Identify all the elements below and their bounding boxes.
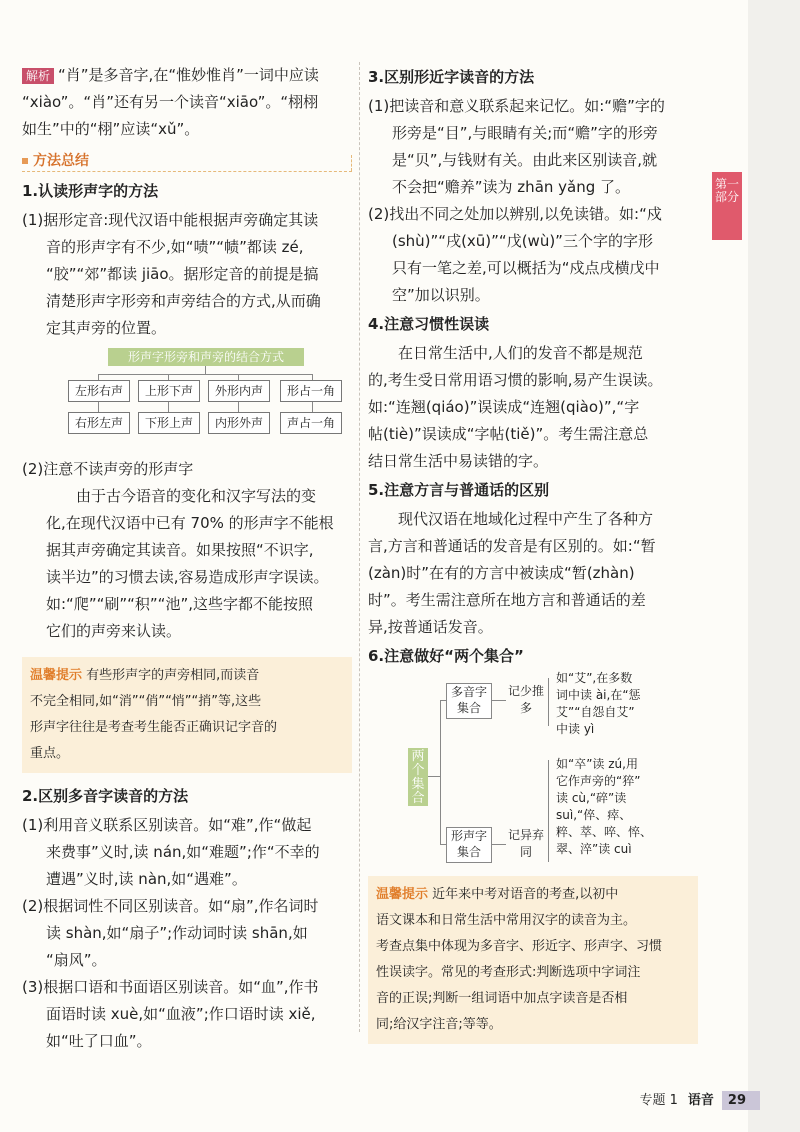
p5-line-2: 的,考生受日常用语习惯的影响,易产生误读。 <box>368 371 663 389</box>
footer-section: 专题 1 <box>639 1093 678 1108</box>
diagram-connector <box>238 402 239 412</box>
heading-1: 1.认读形声字的方法 <box>22 182 159 200</box>
heading-4: 4.注意习惯性误读 <box>368 315 490 333</box>
p5-line-1: 在日常生活中,人们的发音不都是规范 <box>398 344 643 362</box>
bullet-icon <box>22 158 28 164</box>
analysis-line-2: “xiào”。“肖”还有另一个读音“xiāo”。“栩栩 <box>22 93 319 111</box>
p4-line-6: (shù)”“戌(xū)”“戊(wù)”三个字的字形 <box>392 232 653 250</box>
tip-label: 温馨提示 <box>376 887 429 902</box>
diagram-title: 形声字形旁和声旁的结合方式 <box>108 348 304 366</box>
p1-line-2: 音的形声字有不少,如“啧”“帻”都读 zé, <box>46 238 304 256</box>
tip-box-2 <box>368 876 698 1044</box>
p3-line-4: (2)根据词性不同区别读音。如“扇”,作名词时 <box>22 897 319 915</box>
footer-topic: 语音 <box>687 1093 714 1108</box>
polyphone-set-box: 多音字集合 <box>446 683 492 719</box>
p3-line-8: 面语时读 xuè,如“血液”;作口语时读 xiě, <box>46 1005 316 1023</box>
p4-line-7: 只有一笔之差,可以概括为“戍点戌横戊中 <box>392 259 660 277</box>
analysis-text: “肖”是多音字,在“惟妙惟肖”一词中应读 <box>58 66 319 84</box>
phonogram-set-box: 形声字集合 <box>446 827 492 863</box>
tip2-line-3: 考查点集中体现为多音字、形近字、形声字、习惯 <box>376 939 663 954</box>
tip2-line-2: 语文课本和日常生活中常用汉字的读音为主。 <box>376 913 637 928</box>
p5-line-5: 结日常生活中易读错的字。 <box>368 452 549 470</box>
p3-line-3: 遭遇”义时,读 nàn,如“遇难”。 <box>46 870 247 888</box>
desc-line: suì,“倅、瘁、 <box>556 808 632 822</box>
p3-line-9: 如“吐了口血”。 <box>46 1032 152 1050</box>
column-divider <box>359 62 360 1032</box>
desc-line: 读 cù,“碎”读 <box>556 791 627 805</box>
tip2-line-6: 同;给汉字注音;等等。 <box>376 1017 502 1032</box>
heading-3: 3.区别形近字读音的方法 <box>368 68 535 86</box>
heading-6: 6.注意做好“两个集合” <box>368 647 524 665</box>
p6-line-4: 时”。考生需注意所在地方言和普通话的差 <box>368 591 646 609</box>
analysis-line-3: 如生”中的“栩”应读“xǔ”。 <box>22 120 200 138</box>
right-column <box>368 62 698 1054</box>
diagram-connector <box>312 402 313 412</box>
set-bracket <box>548 678 549 726</box>
p4-line-8: 空”加以识别。 <box>392 286 490 304</box>
p4-line-4: 不会把“赡养”读为 zhān yǎng 了。 <box>392 178 631 196</box>
diagram-connector <box>98 374 312 375</box>
diagram-item: 形占一角 <box>280 380 342 402</box>
page-number: 29 <box>722 1091 760 1110</box>
tip2-line-4: 性误读字。常见的考查形式:判断选项中字词注 <box>376 965 641 980</box>
p6-line-3: (zàn)时”在有的方言中被读成“暂(zhàn) <box>368 564 635 582</box>
dashed-hook <box>345 155 352 171</box>
p3-line-1: (1)利用音义联系区别读音。如“难”,作“做起 <box>22 816 312 834</box>
method-summary-label: 方法总结 <box>33 153 89 169</box>
diagram-connector <box>205 366 206 374</box>
tip2-text: 近年来中考对语音的考查,以初中 <box>432 887 619 902</box>
p6-line-1: 现代汉语在地域化过程中产生了各种方 <box>398 510 654 528</box>
diagram-item: 内形外声 <box>208 412 270 434</box>
set-bracket <box>548 760 549 862</box>
left-column <box>22 62 352 1055</box>
diagram-connector <box>168 402 169 412</box>
p6-line-2: 言,方言和普通话的发音是有区别的。如:“暂 <box>368 537 656 555</box>
tip1-text: 有些形声字的声旁相同,而读音 <box>86 668 260 683</box>
set-connector <box>428 776 440 777</box>
part-tab: 第一部分 <box>712 172 742 240</box>
tip1-line-3: 形声字往往是考查考生能否正确识记字音的 <box>30 720 278 735</box>
desc-line: 艾”“自怨自艾” <box>556 705 635 719</box>
heading-2: 2.区别多音字读音的方法 <box>22 787 189 805</box>
phonogram-rule: 记异弃同 <box>507 828 544 859</box>
p1-line-4: 清楚形声字形旁和声旁结合的方式,从而确 <box>46 292 321 310</box>
page-margin-band <box>748 0 800 1132</box>
two-sets-diagram <box>368 671 698 864</box>
p2-line-4: 读半边”的习惯去读,容易造成形声字误读。 <box>46 568 329 586</box>
desc-line: 中读 yì <box>556 722 595 736</box>
p2-line-6: 它们的声旁来认读。 <box>46 622 182 640</box>
p5-line-3: 如:“连翘(qiáo)”误读成“连翘(qiào)”,“字 <box>368 398 640 416</box>
p2-line-1: 由于古今语音的变化和汉字写法的变 <box>76 487 317 505</box>
tip2-line-5: 音的正误;判断一组词语中加点字读音是否相 <box>376 991 628 1006</box>
tip-label: 温馨提示 <box>30 668 83 683</box>
diagram-item: 上形下声 <box>138 380 200 402</box>
desc-line: 如“卒”读 zú,用 <box>556 757 638 771</box>
diagram-item: 左形右声 <box>68 380 130 402</box>
p4-line-1: (1)把读音和意义联系起来记忆。如:“赡”字的 <box>368 97 665 115</box>
set-root: 两个集合 <box>408 748 428 806</box>
diagram-item: 外形内声 <box>208 380 270 402</box>
desc-line: 如“艾”,在多数 <box>556 671 633 685</box>
p1-line-1: (1)据形定音:现代汉语中能根据声旁确定其读 <box>22 211 319 229</box>
heading-5: 5.注意方言与普通话的区别 <box>368 481 550 499</box>
p1-line-5: 定其声旁的位置。 <box>46 319 167 337</box>
p2-line-3: 据其声旁确定其读音。如果按照“不识字, <box>46 541 314 559</box>
p5-line-4: 帖(tiè)”误读成“字帖(tiě)”。考生需注意总 <box>368 425 649 443</box>
tip1-line-1 <box>30 663 344 689</box>
tip1-line-4: 重点。 <box>30 746 70 761</box>
structure-diagram <box>22 346 352 450</box>
polyphone-desc <box>556 670 690 738</box>
diagram-item: 右形左声 <box>68 412 130 434</box>
p3-line-5: 读 shàn,如“扇子”;作动词时读 shān,如 <box>46 924 308 942</box>
desc-line: 翠、淬”读 cuì <box>556 842 632 856</box>
set-connector <box>492 844 506 845</box>
polyphone-rule: 记少推多 <box>507 684 544 715</box>
tip1-line-2: 不完全相同,如“消”“俏”“悄”“捎”等,这些 <box>30 694 262 709</box>
method-summary-bar <box>22 147 352 172</box>
analysis-line-1 <box>22 62 352 89</box>
page-footer <box>639 1089 760 1108</box>
desc-line: 词中读 ài,在“惩 <box>556 688 641 702</box>
tip2-line-1 <box>376 882 690 908</box>
p2-line-5: 如:“爬”“刷”“积”“池”,这些字都不能按照 <box>46 595 313 613</box>
p4-line-5: (2)找出不同之处加以辨别,以免读错。如:“戍 <box>368 205 662 223</box>
p1-line-3: “胶”“郊”都读 jiāo。据形定音的前提是搞 <box>46 265 319 283</box>
p6-line-5: 异,按普通话发音。 <box>368 618 493 636</box>
desc-line: 粹、萃、啐、悴、 <box>556 825 653 839</box>
diagram-item: 下形上声 <box>138 412 200 434</box>
tip-box-1 <box>22 657 352 773</box>
p4-line-2: 形旁是“目”,与眼睛有关;而“赡”字的形旁 <box>392 124 658 142</box>
set-connector <box>440 700 441 844</box>
p2-heading: (2)注意不读声旁的形声字 <box>22 460 194 478</box>
phonogram-desc <box>556 756 690 858</box>
p2-line-2: 化,在现代汉语中已有 70% 的形声字不能根 <box>46 514 334 532</box>
desc-line: 它作声旁的“猝” <box>556 774 641 788</box>
p3-line-2: 来费事”义时,读 nán,如“难题”;作“不幸的 <box>46 843 320 861</box>
analysis-tag: 解析 <box>22 68 54 84</box>
p3-line-6: “扇风”。 <box>46 951 107 969</box>
set-connector <box>492 700 506 701</box>
p3-line-7: (3)根据口语和书面语区别读音。如“血”,作书 <box>22 978 319 996</box>
diagram-item: 声占一角 <box>280 412 342 434</box>
p4-line-3: 是“贝”,与钱财有关。由此来区别读音,就 <box>392 151 658 169</box>
diagram-connector <box>98 402 99 412</box>
